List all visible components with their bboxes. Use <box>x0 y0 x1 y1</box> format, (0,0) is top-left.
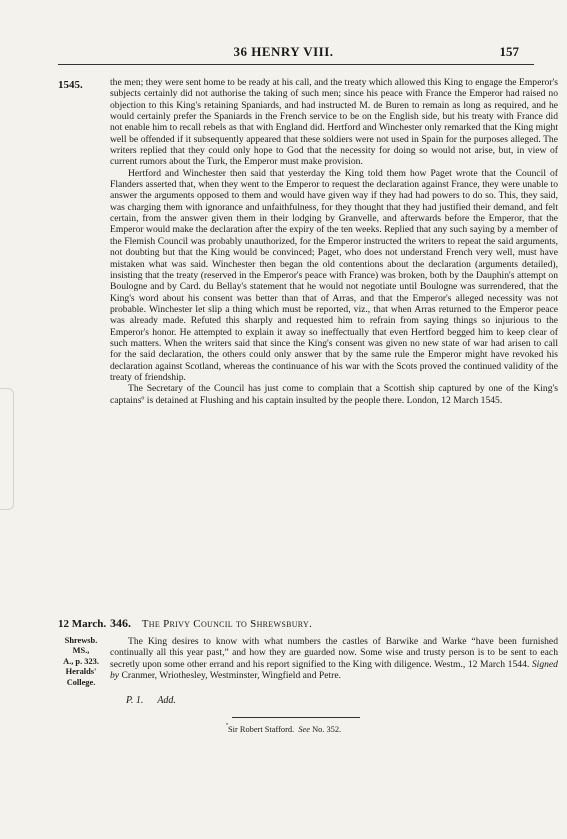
footnote <box>0 722 567 734</box>
signed-label: Signed by <box>110 658 558 682</box>
margin-year: 1545. <box>58 79 83 91</box>
footnote-mark: º <box>225 722 228 730</box>
paragraph-continuation: the men; they were sent home to be ready at his call, and the treaty which allowed this King to engage the Emperor's subjects certainly did not authorise the taking of such men; since his peace with France the Emperor had raised no objection to this King's retaining Spaniards, and had instructed M. de Buren to remain as long as required, and he would certainly prefer the Spaniards in the French service to be on the English side, but his treaty with France did not enable him to recall rebels as that with England did. Hertford and Winchester only remarked that the King might well be offended if it subsequently appeared that these soldiers were not used in Spain for the purposes alleged. The writers replied that they could only hope to God that the necessity for doing so would not arise, but, in view of current rumors about the Turk, the Emperor must make provision. <box>110 77 558 168</box>
physical-description <box>126 695 176 706</box>
footnote-see-label: See <box>298 724 310 734</box>
paragraph-declaration: Hertford and Winchester then said that yesterday the King told them how Paget wrote that the Council of Flanders asserted that, when they went to the Emperor to request the declaration against France, they were unable to answer the arguments opposed to them and would have given way if they had had powers to do so. This, they said, was charging them with ignorance and unfaithfulness, for they thought that they had justified their demand, and felt certain, from the answer given them in their lodging by Granvelle, and afterwards before the Emperor, that the Emperor would make the declaration after the expiry of the ten weeks. Replied that any such saying by a member of the Flemish Council was probably unauthorized, for the Emperor instructed the writers to repeat the said arguments, not doubting but that the King would be convinced; Paget, who does not understand French very well, must have mistaken what was said. Winchester then began the old contentions about the declaration (arguments detailed), insisting that the treaty (reserved in the Emperor's peace with France) was broken, both by the Dauphin's attempt on Boulogne and by Card. du Bellay's statement that he would not negotiate until Boulogne was surrendered, that the King's word about his consent was better than that of Arras, and that the Emperor's alleged necessity was not probable. Winchester let slip a thing which must be reported, viz., that when Arras returned to the Emperor peace was already made. Refuted this sharply and requested him to refrain from saying things so injurious to the Emperor's honor. He attempted to explain it away so ineffectually that even Hertford begged him to keep clear of such matters. When the writers said that since the King's consent was given no new state of war had arisen to call for the said declaration, the others could only answer that by the same rule the Emperor might have revoked his declaration against Scotland, whereas the continuance of his war with the Scots proved the continued validity of the treaty of friendship. <box>110 167 558 383</box>
source-line: Heralds' <box>65 667 97 677</box>
entry-heading <box>110 616 558 631</box>
footnote-text: Sir Robert Stafford. <box>228 724 295 734</box>
footnote-see-ref: No. 352. <box>312 724 342 734</box>
page-number: 157 <box>499 44 519 59</box>
source-line: College. <box>66 677 96 687</box>
signatories: Cranmer, Wriothesley, Westminster, Wingfield and Petre. <box>121 670 342 682</box>
entry-number: 346. <box>110 616 131 630</box>
paragraph-secretary: The Secretary of the Council has just come to complain that a Scottish ship captured by one of the King's captainsº is detained at Flushing and his captain insulted by the people there. London, 12 March 1545. <box>110 383 558 406</box>
running-title: 36 HENRY VIII. <box>233 44 334 59</box>
library-stamp-mark <box>0 388 14 510</box>
running-header <box>0 44 567 60</box>
header-rule <box>58 64 534 65</box>
entry-body <box>110 636 558 681</box>
letter-body <box>110 77 558 406</box>
source-reference <box>56 636 106 688</box>
entry-text <box>110 636 558 681</box>
page-count: P. 1. <box>126 695 144 706</box>
entry-title: The Privy Council to Shrewsbury. <box>141 618 313 630</box>
footnote-rule <box>232 717 360 718</box>
entry-text-content: The King desires to know with what numbers the castles of Barwike and Warke “have been furnished continually all this year past,” and how they are guarded now. Some wise and trusty person is to be sent to each secretly upon some other errand and his report signified to the King with diligence. Westm., 12 March 1544. <box>110 636 558 670</box>
entry-date: 12 March. <box>58 618 107 630</box>
address-note: Add. <box>157 695 176 706</box>
source-line: A., p. 323. <box>63 656 99 666</box>
source-line: Shrewsb. MS., <box>64 636 98 656</box>
